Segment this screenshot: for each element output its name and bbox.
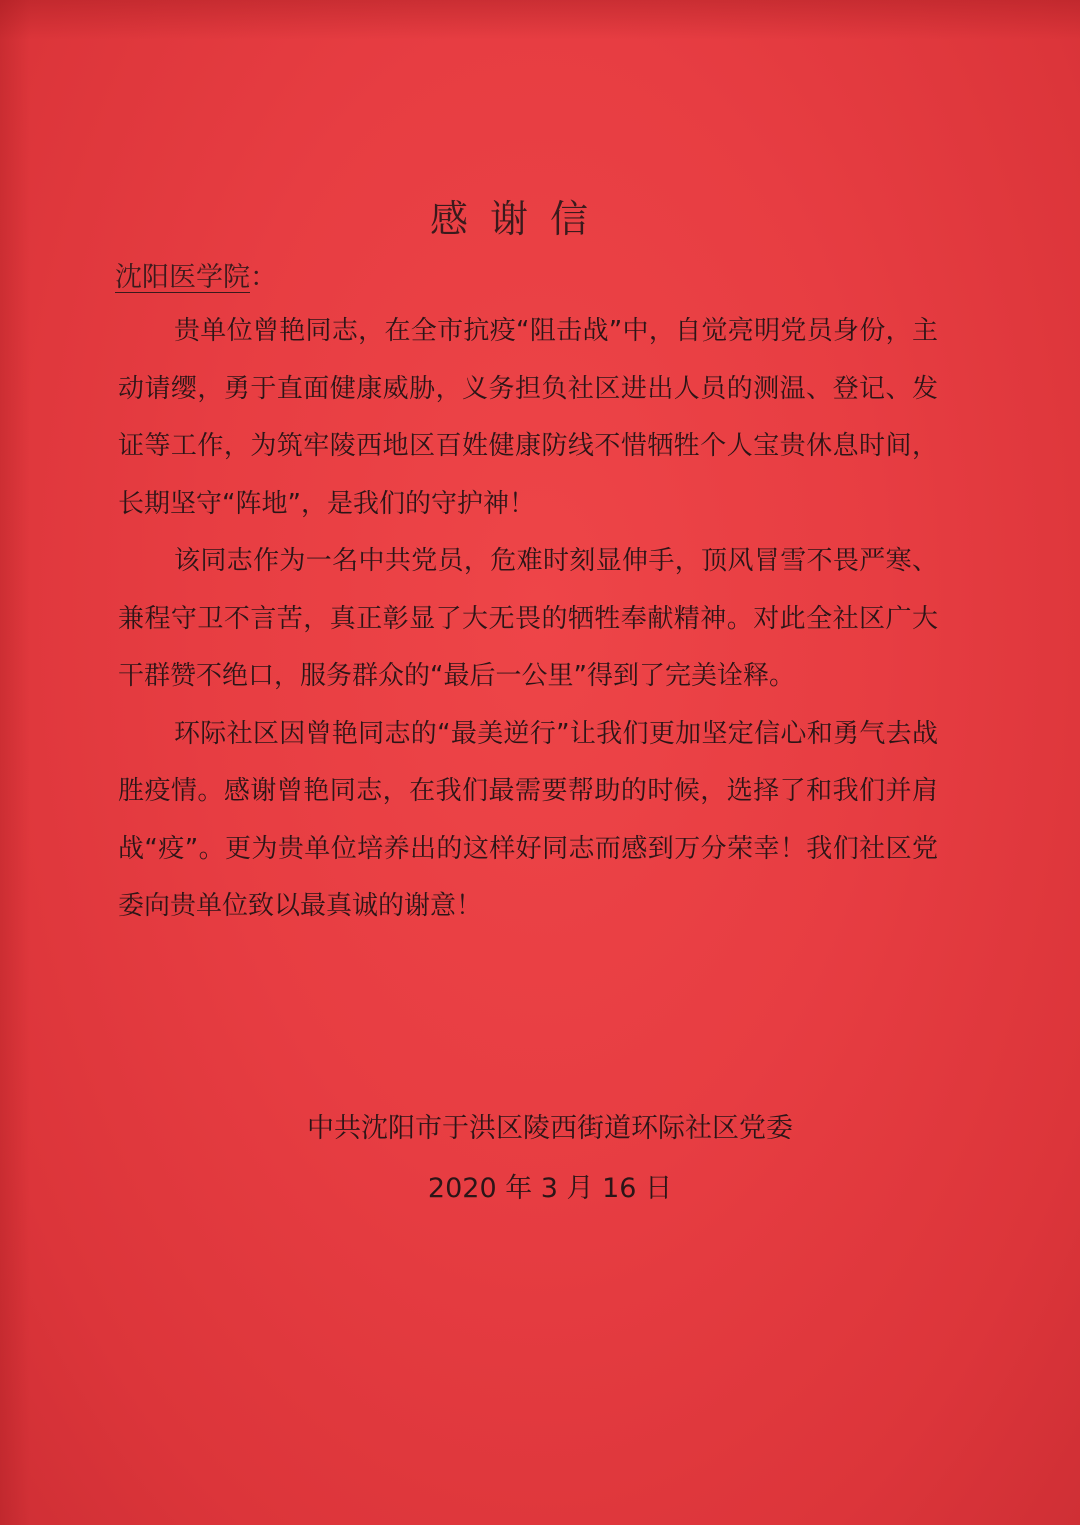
paragraph-1: 贵单位曾艳同志，在全市抗疫“阻击战”中，自觉亮明党员身份，主动请缨，勇于直面健康威胁，义务担负社区进出人员的测温、登记、发证等工作，为筑牢陵西地区百姓健康防线不惜牺牲个人宝贵休息时间，长期坚守“阵地”，是我们的守护神！ [118, 316, 938, 519]
letter-title: 感谢信 [429, 197, 610, 241]
salutation-colon: ： [250, 262, 277, 293]
recipient-name: 沈阳医学院 [115, 262, 250, 293]
salutation [115, 255, 277, 294]
signature: 中共沈阳市于洪区陵西街道环际社区党委 [307, 1113, 793, 1144]
letter-body [118, 303, 938, 936]
paragraph-3: 环际社区因曾艳同志的“最美逆行”让我们更加坚定信心和勇气去战胜疫情。感谢曾艳同志，在我们最需要帮助的时候，选择了和我们并肩战“疫”。更为贵单位培养出的这样好同志而感到万分荣幸！我们社区党委向贵单位致以最真诚的谢意！ [118, 718, 938, 921]
letter-date: 2020 年 3 月 16 日 [427, 1173, 673, 1204]
paragraph-2: 该同志作为一名中共党员，危难时刻显伸手，顶风冒雪不畏严寒、兼程守卫不言苦，真正彰显了大无畏的牺牲奉献精神。对此全社区广大干群赞不绝口，服务群众的“最后一公里”得到了完美诠释。 [118, 546, 938, 691]
